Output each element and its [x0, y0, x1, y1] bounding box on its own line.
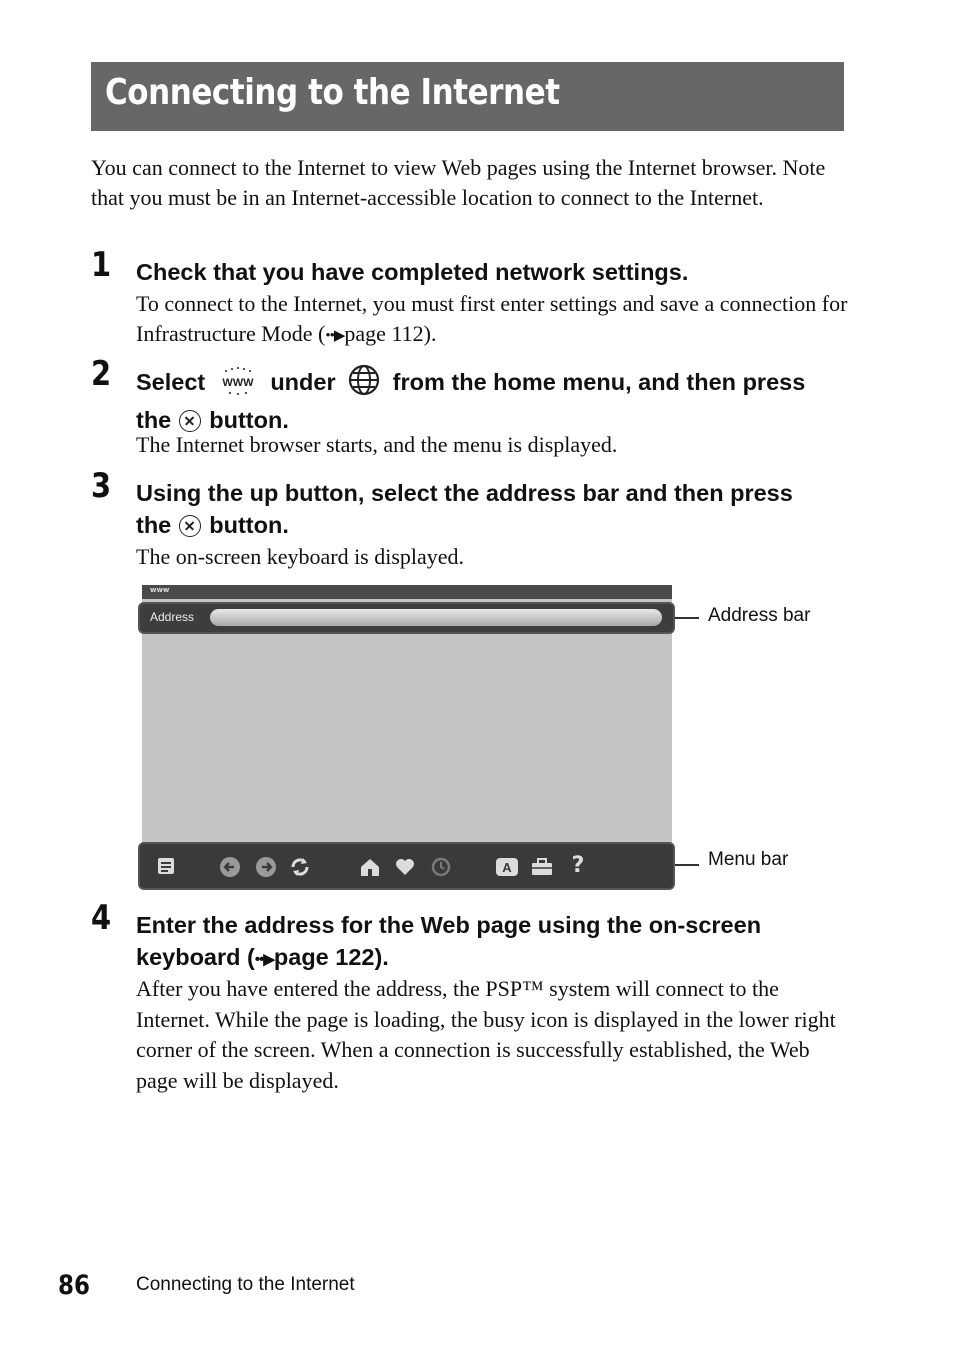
address-bar-callout-line: [675, 617, 699, 619]
favorites-heart-icon[interactable]: [393, 856, 417, 883]
address-label: Address: [150, 610, 195, 624]
refresh-icon[interactable]: [288, 856, 312, 883]
home-icon[interactable]: [358, 856, 382, 883]
forward-icon[interactable]: [254, 856, 278, 883]
bookmarks-icon[interactable]: [154, 856, 178, 881]
step-4-heading: Enter the address for the Web page using the on-screen keyboard (••▶page 122).: [136, 909, 856, 976]
step-1-heading: Check that you have completed network settings.: [136, 259, 689, 285]
step-1-number: 1: [91, 245, 112, 285]
help-icon[interactable]: ?: [571, 853, 585, 878]
step-3-heading: Using the up button, select the address bar and then press the button.: [136, 480, 793, 538]
network-globe-icon: [348, 364, 380, 404]
history-icon[interactable]: [429, 856, 453, 883]
step-1-body: To connect to the Internet, you must first enter settings and save a connection for Infrastructure Mode (••▶page 112).: [136, 289, 848, 351]
step-3-number: 3: [91, 466, 112, 506]
step-2-body: The Internet browser starts, and the menu is displayed.: [136, 432, 618, 457]
cross-button-icon: [179, 410, 201, 432]
www-icon: [218, 366, 258, 404]
footer-section-title: Connecting to the Internet: [136, 1274, 355, 1295]
page-ref-arrow-icon: ••▶: [325, 327, 345, 344]
svg-text:A: A: [502, 860, 512, 875]
back-icon[interactable]: [218, 856, 242, 883]
menu-bar-callout: Menu bar: [708, 849, 789, 870]
menu-bar-callout-line: [675, 864, 699, 866]
page-title: Connecting to the Internet: [105, 72, 560, 113]
address-field[interactable]: [210, 609, 662, 626]
svg-text:WWW: WWW: [222, 377, 254, 389]
text-display-icon[interactable]: [495, 856, 519, 883]
address-bar[interactable]: [138, 602, 675, 634]
step-2-heading: Select WWW under from the home menu, and then press the button.: [136, 364, 856, 436]
page-ref-arrow-icon: ••▶: [254, 951, 274, 968]
tools-toolbox-icon[interactable]: [530, 856, 554, 883]
browser-title-strip: [142, 585, 672, 599]
browser-screenshot: [142, 585, 672, 888]
cross-button-icon: [179, 515, 201, 537]
step-2-number: 2: [91, 354, 112, 394]
www-icon: www: [150, 586, 170, 594]
intro-paragraph: You can connect to the Internet to view Web pages using the Internet browser. Note that you must be in an Internet-accessible location to connect to the Internet.: [91, 155, 826, 210]
title-banner: [91, 62, 844, 131]
page-number: 86: [58, 1270, 90, 1301]
step-3-body: The on-screen keyboard is displayed.: [136, 544, 465, 569]
step-4-number: 4: [91, 898, 112, 938]
menu-bar: [138, 842, 675, 890]
address-bar-callout: Address bar: [708, 605, 811, 626]
step-4-body: After you have entered the address, the PSP™ system will connect to the Internet. While the page is loading, the busy icon is displayed in the lower right corner of the screen. When a connection is successfully established, the Web page will be displayed.: [136, 976, 836, 1093]
